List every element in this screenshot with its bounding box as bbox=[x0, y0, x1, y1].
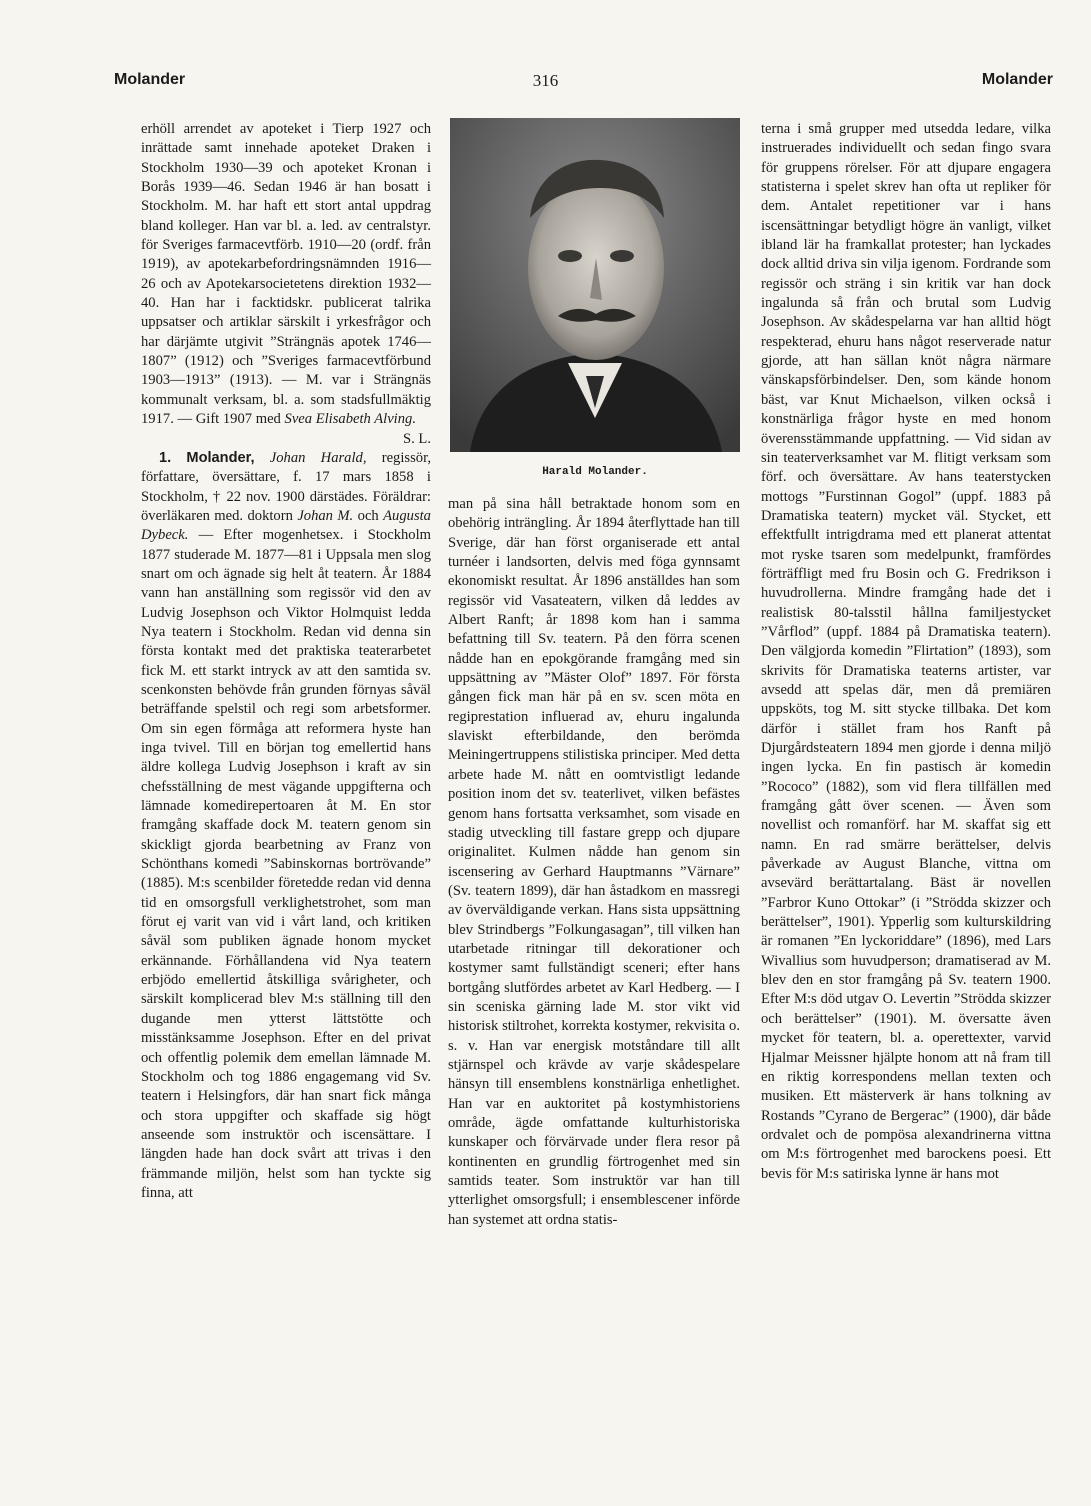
column-left bbox=[141, 120, 431, 1203]
author-signature: S. L. bbox=[403, 430, 431, 447]
body-text: och bbox=[357, 507, 379, 524]
entry-given-names: Johan Harald, bbox=[269, 449, 367, 466]
body-text: regissör, författare, översättare, f. 17 mars 1858 i Stockholm, † 22 nov. 1900 därstädes. Föräldrar: överläkaren med. doktorn bbox=[141, 449, 431, 524]
entry-headword: Molander, bbox=[186, 449, 255, 466]
column-right bbox=[761, 120, 1051, 1184]
paragraph: terna i små grupper med utsedda ledare, vilka instruerades individuellt och sedan fingo svara för gruppens rörelser. För att djupare engagera statisterna i spelet skrev han ofta ut repliker för dem. Antalet repetitioner var i hans iscensättningar betydligt högre än vanligt, vilket ibland lär ha framkallat protester; han lyckades dock alltid driva sin vilja igenom. Fordrande som regissör och sträng i sin kritik var han dock ingalunda så från och brutal som Ludvig Josephson. Av skådespelarna var han alltid högt respekterad, ehuru hans något reserverade natur gjorde, att han sällan knöt några närmare vänskapsförbindelser. Den, som kände honom bäst, var Knut Michaelson, vilken också i konstnärliga frågor hyste en med honom överensstämmande uppfattning. — Vid sidan av sin teaterverksamhet var M. flitigt verksam som förf. och översättare. Av hans teaterstycken mottogs ”Furstinnan Gogol” (uppf. 1883 på Dramatiska teatern) mycket väl. Stycket, ett effektfullt intrigdrama med ett planerat attentat mot ryske tsaren som medelpunkt, framfördes förträffligt med fru Bosin och G. Fredrikson i huvudrollerna. Mindre framgång hade det i realistisk 80-talsstil hållna familjestycket ”Vårflod” (uppf. 1884 på Dramatiska teatern). Den välgjorda komedin ”Flirtation” (1893), som skrivits för Dramatiska teaterns artister, var avsedd att spelas där, men då premiären uppsköts, tog M. sitt stycke tillbaka. Det kom därför i stället fram hos Ranft på Djurgårdsteatern 1894 men gjorde i denna miljö ingen lycka. En fin pastisch är komedin ”Rococo” (1882), som vid flera tillfällen med framgång gått över scenen. — Även som novellist och romanförf. har M. skaffat sig ett namn. En rad smärre berättelser, delvis påverkade av August Blanche, vittna om avsevärd berättartalang. Bäst är novellen ”Farbror Kuno Ottokar” (i ”Strödda skizzer och berättelser”, 1901). Ypperlig som kulturskildring är romanen ”En lyckoriddare” (1896), med Lars Wivallius som huvudperson; dramatiserad av M. blev den en stor framgång på Sv. teatern 1900. Efter M:s död utgav O. Levertin ”Strödda skizzer och berättelser” (1901). M. översatte även mycket för teatern, bl. a. operettexter, varvid Hjalmar Meissner hjälpte honom att nå fram till en riktig korrespondens mellan texten och musiken. Ett mästerverk är hans tolkning av Rostands ”Cyrano de Bergerac” (1900), där både ordvalet och de pompösa alexandrinerna vittna om M:s förtrogenhet med barockens poesi. Ett bevis för M:s satiriska lynne är hans mot bbox=[761, 121, 1051, 1182]
body-text: — Efter mogenhetsex. i Stockholm 1877 studerade M. 1877—81 i Uppsala men slog snart om och ägnade sig helt åt teatern. År 1884 vann han anställning som regissör vid den av Ludvig Josephson och Viktor Holmquist ledda Nya teatern i Stockholm. Redan vid denna sin första kontakt med det praktiska teaterarbetet fick M. ett starkt intryck av att den samtida sv. scenkonsten behövde från grunden förnyas såväl beträffande spelstil och regi som arbetsformer. Om sin egen förmåga att reformera hyste han inga tvivel. Till en början tog emellertid hans äldre kollega Ludvig Josephson i kraft av sin chefsställning de mest vägande uppgifterna och lämnade komedirepertoaren åt M. En stor framgång skaffade dock M. teatern genom sin skickligt gjorda bearbetning av Franz von Schönthans komedi ”Sabinskornas bortrövande” (1885). M:s scenbilder företedde redan vid denna tid en omsorgsfull verklighetstrohet, som man förut ej varit van vid i vårt land, och kritiken såväl som publiken ägnade honom mycket erkännande. Förhållandena vid Nya teatern erbjödo emellertid åtskilliga svårigheter, och särskilt komplicerad blev M:s ställning till den dugande men ytterst lättstötte och misstänksamme Josephson. Efter en del privat och offentlig polemik dem emellan lämnade M. Stockholm och tog 1886 engagemang vid Sv. teatern i Helsingfors, där han snart fick många och stora uppgifter och skaffade sig högt anseende som instruktör och iscensättare. I längden hade han dock svårt att trivas i den främmande miljön, helst som han tyckte sig finna, att bbox=[141, 527, 431, 1201]
portrait-image bbox=[450, 118, 740, 452]
photo-caption: Harald Molander. bbox=[542, 466, 648, 478]
column-middle bbox=[448, 495, 740, 1230]
running-head-left: Molander bbox=[114, 71, 186, 88]
entry-paragraph bbox=[141, 449, 431, 1203]
father-name: Johan M. bbox=[297, 507, 354, 524]
running-head-right: Molander bbox=[981, 71, 1053, 88]
paragraph: man på sina håll betraktade honom som en obehörig inträngling. År 1894 återflyttade han till Sverige, där han först organiserade ett antal turnéer i landsorten, delvis med föga gynnsamt ekonomiskt resultat. År 1896 anställdes han som regissör vid Vasateatern, vilken då leddes av Albert Ranft; år 1898 kom han i samma befattning till Sv. teatern. På den förra scenen nådde han en epokgörande framgång med sin uppsättning av ”Mäster Olof” 1897. För första gången fick man här på en sv. scen möta en regiprestation influerad av, ehuru ingalunda slaviskt efterbildande, den berömda Meiningertruppens stilistiska principer. Med detta arbete hade M. nått en oomtvistligt ledande position inom det sv. teaterlivet, vilken befästes genom hans fortsatta verksamhet, som visade en stadig utveckling till fastare grepp och djupare originalitet. Kulmen nådde han genom sin iscensering av Gerhard Hauptmanns ”Värnare” (Sv. teatern 1899), där han åstadkom en massregi av överväldigande verkan. Hans sista uppsättning blev Strindbergs ”Folkungasagan”, till vilken han utarbetade ritningar till dekorationer och kostymer samt fullständigt sceneri; efter hans bortgång slutfördes arbetet av Karl Hedberg. — I sin sceniska gärning lade M. stor vikt vid historisk stiltrohet, korrekta kostymer, rekvisita o. s. v. Han var energisk motståndare till allt stjärnspel och krävde av varje skådespelare hänsyn till ensemblens konstnärliga enhetlighet. Han var en auktoritet på kostymhistoriens område, ägde omfattande kulturhistoriska kunskaper och förvärvade under flera resor på kontinenten en grundlig förtrogenhet med sin samtids teater. Som instruktör var han till ytterlighet omsorgsfull; i ensemblescener införde han systemet att ordna statis- bbox=[448, 496, 740, 1228]
paragraph bbox=[141, 120, 431, 447]
body-text: erhöll arrendet av apoteket i Tierp 1927 och inrättade samt innehade apoteket Draken i Stockholm 1930—39 och apoteket Kronan i Borås 1939—46. Sedan 1946 är han bosatt i Stockholm. M. har haft ett stort antal uppdrag bland kolleger. Han var bl. a. led. av centralstyr. för Sveriges farmacevtförb. 1910—20 (ordf. från 1919), av apotekarbefordringsnämnden 1916—26 och av Apotekarsocietetens direktion 1932—40. Han har i facktidskr. publicerat talrika uppsatser och artiklar särskilt i yrkesfrågor och har därjämte utgivit ”Strängnäs apotek 1746—1807” (1912) och ”Sveriges farmacevtförbund 1903—1913” (1913). — M. var i Strängnäs kommunalt verksam, bl. a. som stadsfullmäktig 1917. — Gift 1907 med bbox=[141, 121, 431, 428]
page-number: 316 bbox=[532, 71, 559, 90]
mother-name: Augusta Dybeck. bbox=[141, 507, 431, 544]
portrait-photo bbox=[450, 118, 740, 452]
entry-number: 1. bbox=[159, 449, 172, 466]
spouse-name: Svea Elisabeth Alving. bbox=[284, 411, 416, 428]
